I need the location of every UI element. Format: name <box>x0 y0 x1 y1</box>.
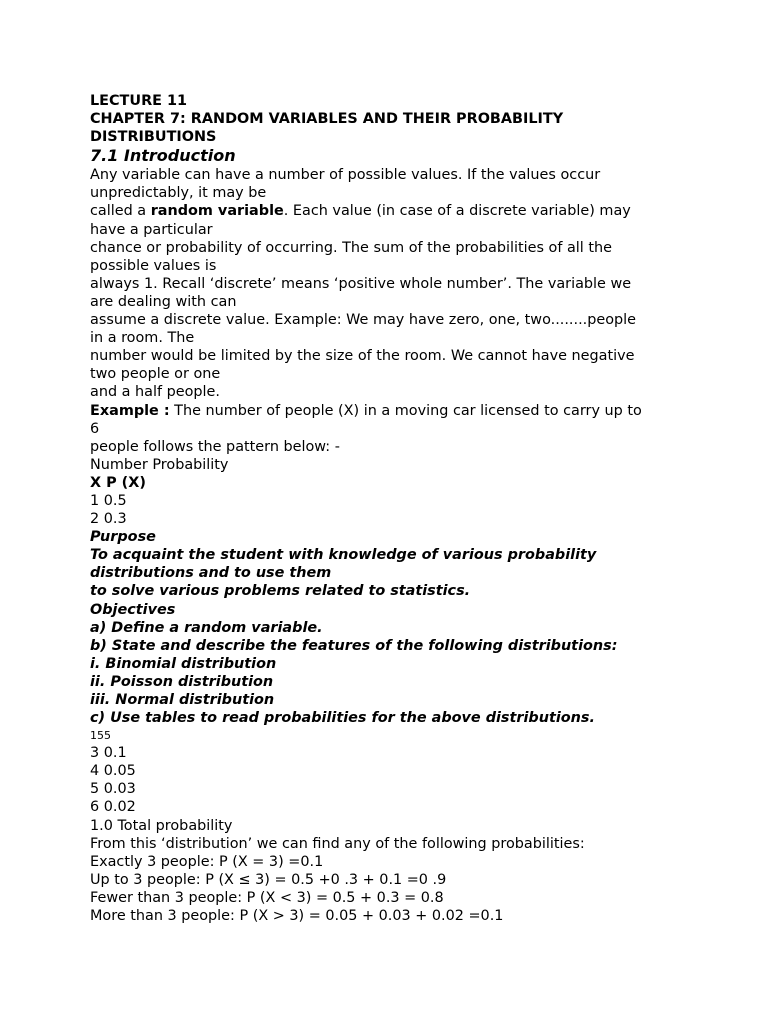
random-variable-term: random variable <box>150 203 284 220</box>
body-line: From this ‘distribution’ we can find any of the following probabilities: <box>90 835 585 852</box>
lecture-label: LECTURE 11 <box>90 93 188 109</box>
intro-line: are dealing with can <box>90 293 237 310</box>
table-header-bold: X P (X) <box>90 474 146 491</box>
objective-item: a) Define a random variable. <box>90 619 323 636</box>
objective-item: iii. Normal distribution <box>90 692 275 708</box>
table-row: 5 0.03 <box>90 781 136 798</box>
intro-line: chance or probability of occurring. The sum of the probabilities of all the <box>90 239 612 256</box>
objectives-title: Objectives <box>90 601 176 618</box>
purpose-line: To acquaint the student with knowledge of various probability <box>90 547 597 564</box>
probability-line: More than 3 people: P (X > 3) = 0.05 + 0.03 + 0.02 =0.1 <box>90 908 504 925</box>
objective-item: c) Use tables to read probabilities for the above distributions. <box>90 710 595 727</box>
intro-line <box>90 202 680 220</box>
intro-line: in a room. The <box>90 330 195 347</box>
intro-line: two people or one <box>90 366 221 383</box>
table-row: 4 0.05 <box>90 763 136 780</box>
chapter-title-line2: DISTRIBUTIONS <box>90 129 217 146</box>
intro-text: called a <box>90 203 151 220</box>
probability-line: Exactly 3 people: P (X = 3) =0.1 <box>90 853 324 870</box>
purpose-line: distributions and to use them <box>90 565 332 582</box>
table-row: 3 0.1 <box>90 745 127 762</box>
example-label: Example : <box>90 402 170 419</box>
intro-line: always 1. Recall ‘discrete’ means ‘positive whole number’. The variable we <box>90 275 632 292</box>
intro-line: possible values is <box>90 257 217 274</box>
purpose-title: Purpose <box>90 529 156 546</box>
intro-line: have a particular <box>90 221 213 238</box>
chapter-title-line1: CHAPTER 7: RANDOM VARIABLES AND THEIR PROBABILITY <box>90 111 564 128</box>
probability-line: Up to 3 people: P (X ≤ 3) = 0.5 +0 .3 + 0.1 =0 .9 <box>90 871 447 888</box>
example-line: people follows the pattern below: - <box>90 438 340 455</box>
intro-line: assume a discrete value. Example: We may have zero, one, two........people <box>90 312 636 329</box>
intro-line: unpredictably, it may be <box>90 185 267 202</box>
table-row: 6 0.02 <box>90 799 136 816</box>
page-number: 155 <box>90 729 111 743</box>
intro-text: . Each value (in case of a discrete variable) may <box>283 203 631 220</box>
section-title: 7.1 Introduction <box>90 146 236 166</box>
objective-item: ii. Poisson distribution <box>90 673 274 690</box>
table-header: Number Probability <box>90 456 229 473</box>
objective-item: i. Binomial distribution <box>90 655 277 672</box>
table-row: 1 0.5 <box>90 492 127 509</box>
example-text: The number of people (X) in a moving car licensed to carry up to <box>169 402 642 419</box>
intro-line: Any variable can have a number of possible values. If the values occur <box>90 167 601 184</box>
example-line <box>90 402 680 420</box>
probability-line: Fewer than 3 people: P (X < 3) = 0.5 + 0.3 = 0.8 <box>90 889 444 906</box>
intro-line: number would be limited by the size of the room. We cannot have negative <box>90 348 635 365</box>
objective-item: b) State and describe the features of the following distributions: <box>90 637 618 654</box>
example-line: 6 <box>90 420 100 437</box>
intro-line: and a half people. <box>90 384 220 401</box>
table-row: 2 0.3 <box>90 511 127 528</box>
total-probability: 1.0 Total probability <box>90 817 233 834</box>
document-page <box>90 92 680 925</box>
purpose-line: to solve various problems related to statistics. <box>90 583 471 600</box>
